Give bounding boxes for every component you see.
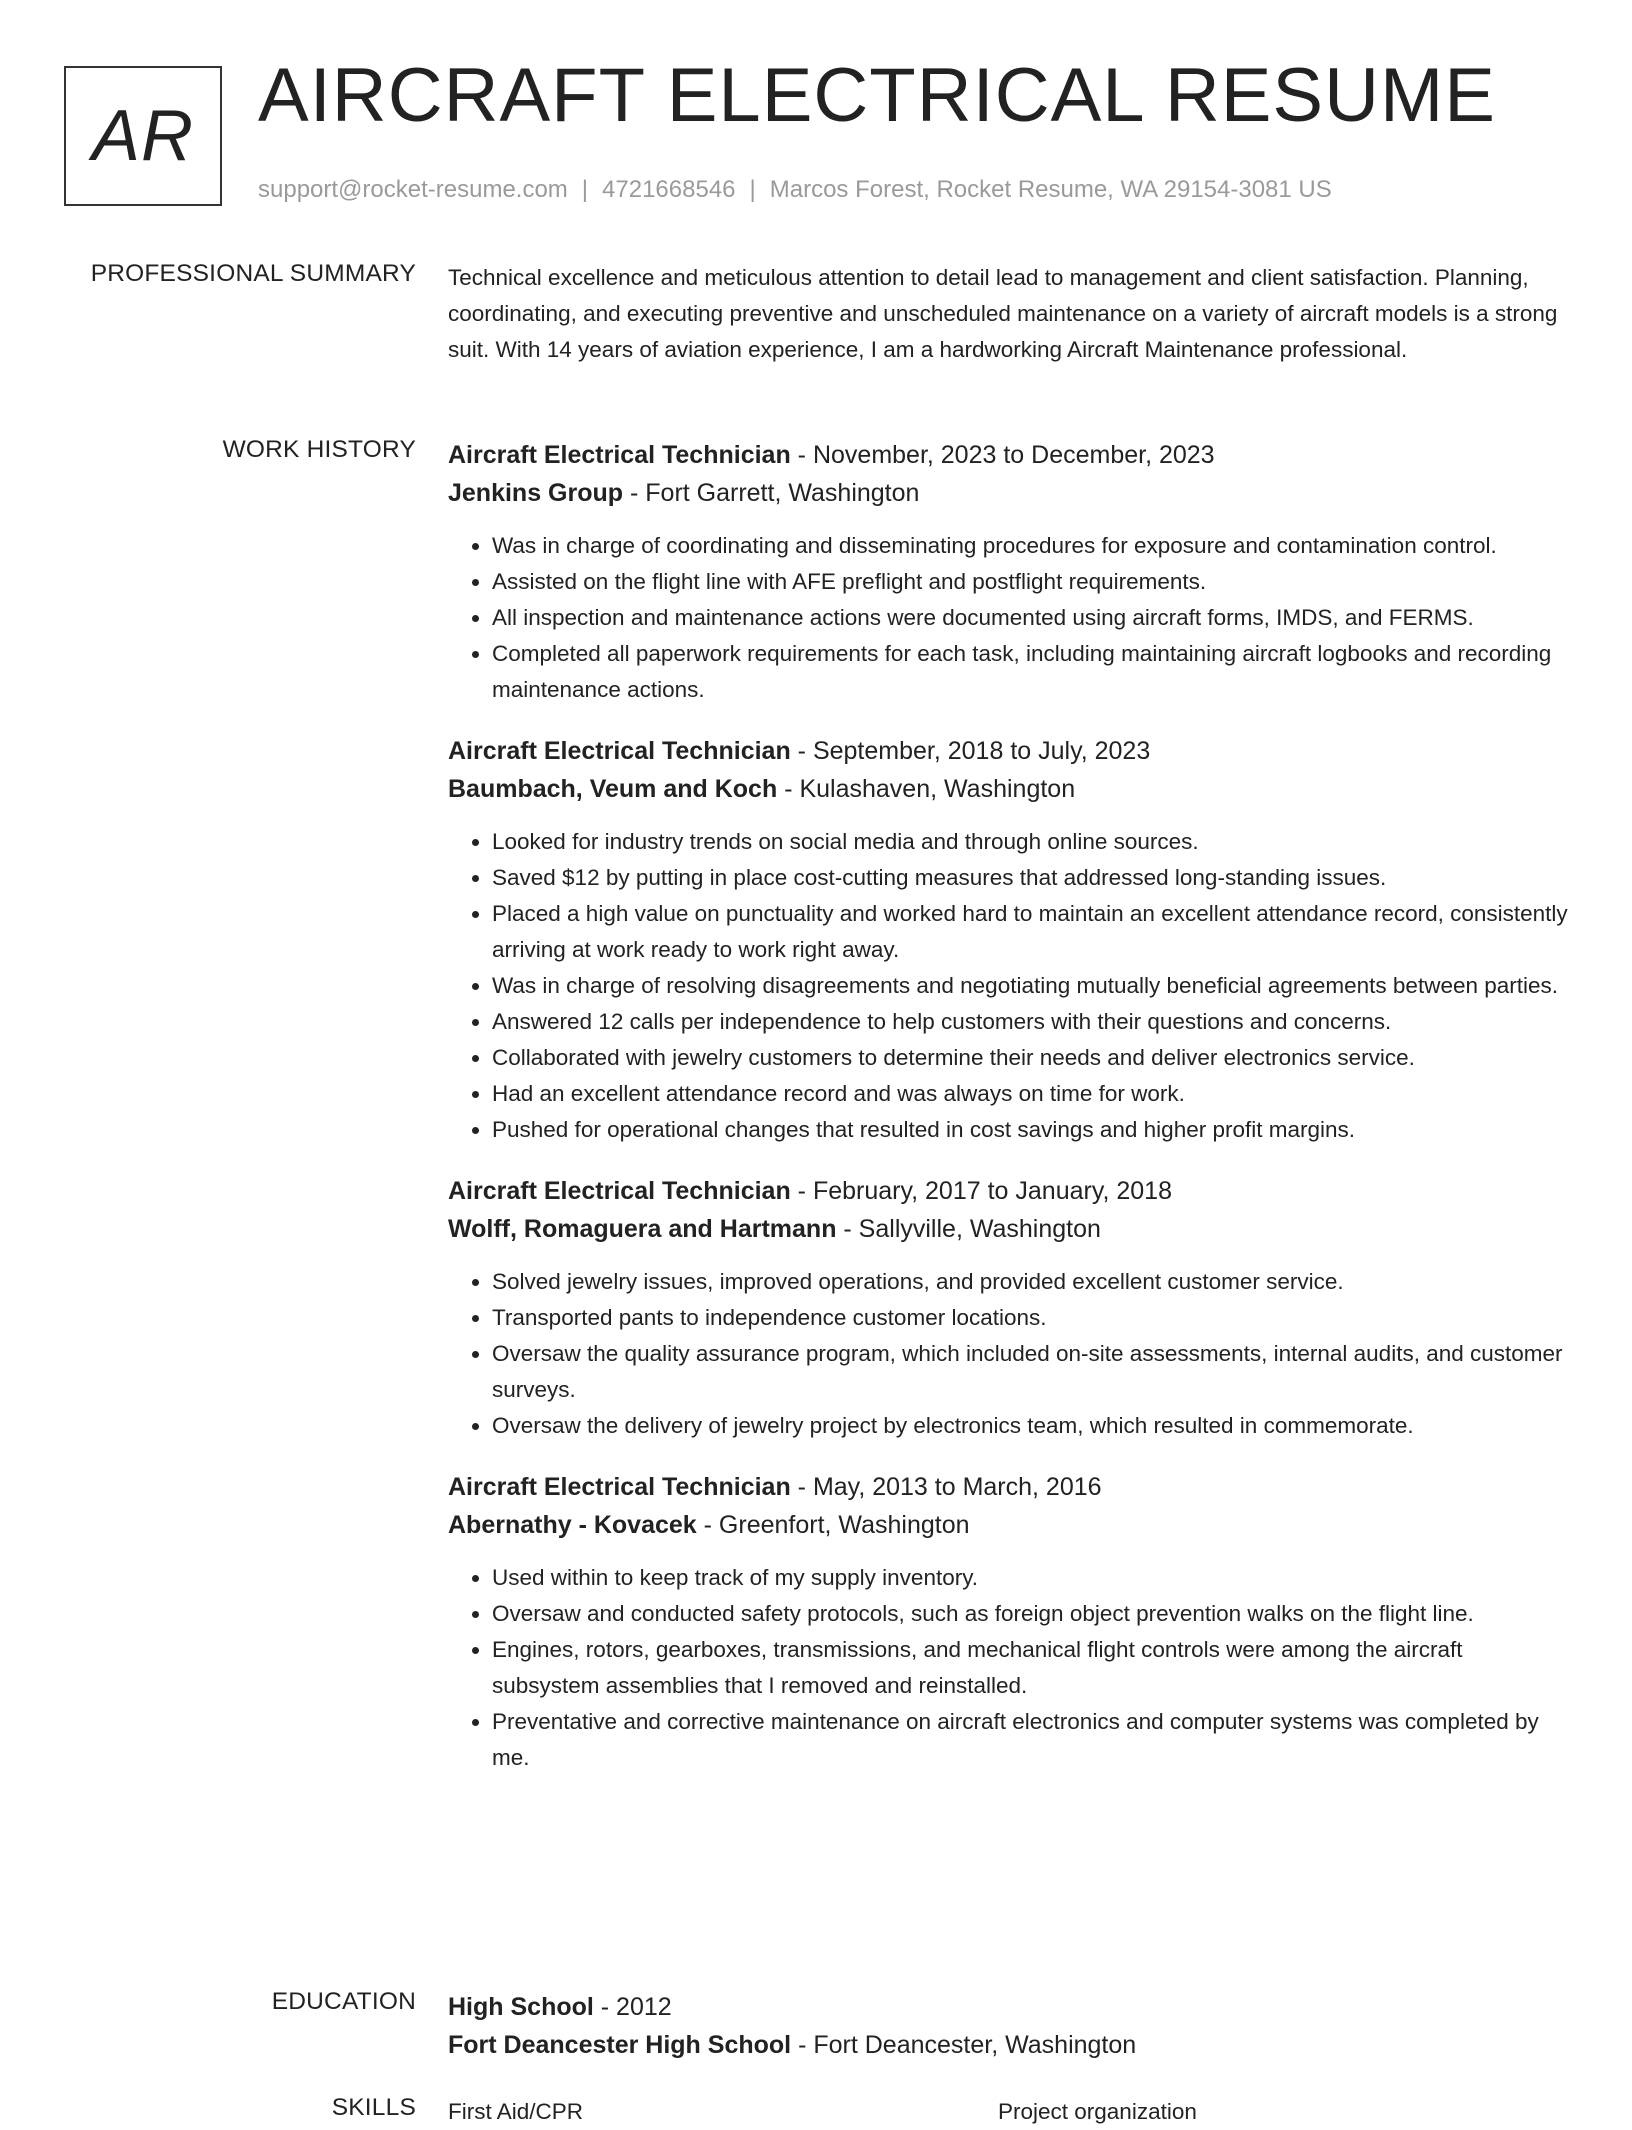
job-bullet: • Engines, rotors, gearboxes, transmissions, and mechanical flight controls were among the aircraft subsystem assemblies that I removed and reinstalled. bbox=[492, 1632, 1568, 1704]
job-location: - Greenfort, Washington bbox=[696, 1511, 970, 1539]
job-title: Aircraft Electrical Technician bbox=[448, 737, 791, 765]
skill-item: Project organization bbox=[998, 2099, 1197, 2124]
job-title: Aircraft Electrical Technician bbox=[448, 1177, 791, 1205]
contact-address: Marcos Forest, Rocket Resume, WA 29154-3081 US bbox=[769, 176, 1332, 203]
job-dates: - February, 2017 to January, 2018 bbox=[790, 1177, 1172, 1205]
contact-email[interactable]: support@rocket-resume.com bbox=[258, 176, 568, 203]
job-bullet: • Used within to keep track of my supply inventory. bbox=[492, 1560, 1568, 1596]
job-dates: - September, 2018 to July, 2023 bbox=[790, 737, 1151, 765]
education-degree-line bbox=[448, 1988, 1568, 2026]
skill-item: First Aid/CPR bbox=[448, 2099, 584, 2124]
job-title-line bbox=[448, 1468, 1568, 1506]
job-title-line bbox=[448, 732, 1568, 770]
job-location: - Sallyville, Washington bbox=[836, 1215, 1101, 1243]
job-entry bbox=[448, 1172, 1568, 1444]
job-bullet: • Transported pants to independence customer locations. bbox=[492, 1300, 1568, 1336]
job-bullets bbox=[448, 1264, 1568, 1444]
job-bullet: • Completed all paperwork requirements for each task, including maintaining aircraft logbooks and recording maintenance actions. bbox=[492, 636, 1568, 708]
job-company-line bbox=[448, 1506, 1568, 1544]
summary-text: Technical excellence and meticulous attention to detail lead to management and client satisfaction. Planning, coordinating, and executing preventive and unscheduled maintenance on a variety of aircraft models is a strong suit. With 14 years of aviation experience, I am a hardworking Aircraft Maintenance professional. bbox=[448, 265, 1558, 362]
education-location: - Fort Deancester, Washington bbox=[791, 2031, 1137, 2059]
job-company: Jenkins Group bbox=[448, 479, 624, 507]
job-entry bbox=[448, 436, 1568, 708]
education-school-line bbox=[448, 2026, 1568, 2064]
resume-title: AIRCRAFT ELECTRICAL RESUME bbox=[258, 53, 1496, 138]
section-label-skills: SKILLS bbox=[331, 2094, 416, 2121]
job-bullet: • Oversaw and conducted safety protocols, such as foreign object prevention walks on the flight line. bbox=[492, 1596, 1568, 1632]
job-bullet: • Was in charge of resolving disagreements and negotiating mutually beneficial agreements between parties. bbox=[492, 968, 1568, 1004]
contact-separator: | bbox=[749, 176, 756, 203]
monogram-text: AR bbox=[91, 96, 195, 176]
job-title: Aircraft Electrical Technician bbox=[448, 441, 791, 469]
job-company-line bbox=[448, 474, 1568, 512]
job-company: Baumbach, Veum and Koch bbox=[448, 775, 778, 803]
job-bullets bbox=[448, 824, 1568, 1148]
education-year: - 2012 bbox=[593, 1993, 672, 2021]
section-label-work-history: WORK HISTORY bbox=[222, 436, 416, 463]
skills-list bbox=[448, 2094, 1568, 2130]
section-label-education: EDUCATION bbox=[271, 1988, 416, 2015]
job-bullet: • Had an excellent attendance record and was always on time for work. bbox=[492, 1076, 1568, 1112]
skills-column-left bbox=[448, 2094, 998, 2130]
job-bullet: • Pushed for operational changes that resulted in cost savings and higher profit margins. bbox=[492, 1112, 1568, 1148]
job-bullets bbox=[448, 1560, 1568, 1776]
job-title-line bbox=[448, 1172, 1568, 1210]
job-bullet: • Collaborated with jewelry customers to determine their needs and deliver electronics service. bbox=[492, 1040, 1568, 1076]
job-bullet: • Oversaw the delivery of jewelry project by electronics team, which resulted in commemorate. bbox=[492, 1408, 1568, 1444]
job-bullet: • Assisted on the flight line with AFE preflight and postflight requirements. bbox=[492, 564, 1568, 600]
job-company: Abernathy - Kovacek bbox=[448, 1511, 697, 1539]
job-bullet: • Solved jewelry issues, improved operations, and provided excellent customer service. bbox=[492, 1264, 1568, 1300]
job-company-line bbox=[448, 770, 1568, 808]
job-bullet: • All inspection and maintenance actions were documented using aircraft forms, IMDS, and FERMS. bbox=[492, 600, 1568, 636]
job-bullet: • Oversaw the quality assurance program, which included on-site assessments, internal audits, and customer surveys. bbox=[492, 1336, 1568, 1408]
job-bullet: • Looked for industry trends on social media and through online sources. bbox=[492, 824, 1568, 860]
job-title-line bbox=[448, 436, 1568, 474]
section-label-summary: PROFESSIONAL SUMMARY bbox=[90, 260, 416, 287]
job-entry bbox=[448, 732, 1568, 1148]
monogram bbox=[64, 66, 222, 206]
contact-line bbox=[258, 176, 1332, 204]
work-history-list bbox=[448, 436, 1568, 1800]
contact-separator: | bbox=[581, 176, 589, 203]
education-school: Fort Deancester High School bbox=[448, 2031, 792, 2059]
job-bullet: • Placed a high value on punctuality and worked hard to maintain an excellent attendance record, consistently arriving at work ready to work right away. bbox=[492, 896, 1568, 968]
job-dates: - November, 2023 to December, 2023 bbox=[790, 441, 1215, 469]
job-bullet: • Preventative and corrective maintenance on aircraft electronics and computer systems was completed by me. bbox=[492, 1704, 1568, 1776]
job-bullet: • Was in charge of coordinating and disseminating procedures for exposure and contamination control. bbox=[492, 528, 1568, 564]
job-location: - Kulashaven, Washington bbox=[777, 775, 1076, 803]
job-entry bbox=[448, 1468, 1568, 1776]
skills-column-right bbox=[998, 2094, 1548, 2130]
job-title: Aircraft Electrical Technician bbox=[448, 1473, 791, 1501]
contact-phone[interactable]: 4721668546 bbox=[602, 176, 736, 203]
job-location: - Fort Garrett, Washington bbox=[623, 479, 920, 507]
education-degree: High School bbox=[448, 1993, 594, 2021]
job-bullets bbox=[448, 528, 1568, 708]
job-bullet: • Answered 12 calls per independence to help customers with their questions and concerns. bbox=[492, 1004, 1568, 1040]
job-bullet: • Saved $12 by putting in place cost-cutting measures that addressed long-standing issues. bbox=[492, 860, 1568, 896]
job-company-line bbox=[448, 1210, 1568, 1248]
job-dates: - May, 2013 to March, 2016 bbox=[790, 1473, 1102, 1501]
job-company: Wolff, Romaguera and Hartmann bbox=[448, 1215, 837, 1243]
